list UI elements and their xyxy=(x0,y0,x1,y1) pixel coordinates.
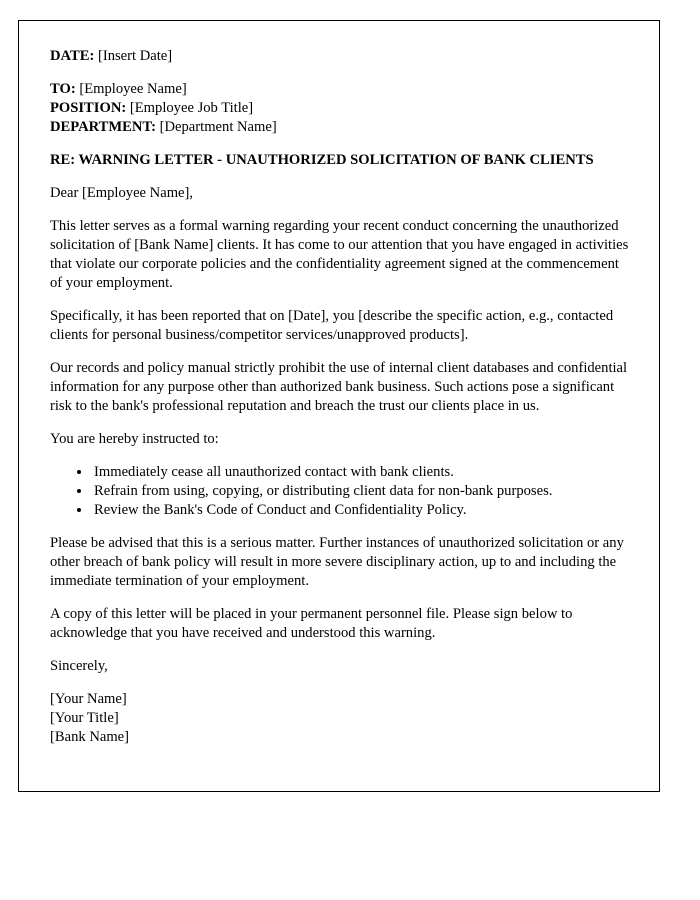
department-value: [Department Name] xyxy=(159,119,277,135)
recipient-block xyxy=(50,80,631,137)
paragraph-4: Please be advised that this is a serious matter. Further instances of unauthorized solicitation or any other breach of bank policy will result in more severe disciplinary action, up to and including the immediate termination of your employment. xyxy=(50,535,624,589)
subject-line: RE: WARNING LETTER - UNAUTHORIZED SOLICITATION OF BANK CLIENTS xyxy=(50,152,594,168)
to-label: TO: xyxy=(50,81,76,97)
department-label: DEPARTMENT: xyxy=(50,119,156,135)
signature-block xyxy=(50,690,631,747)
to-value: [Employee Name] xyxy=(79,81,187,97)
letter-frame xyxy=(18,20,660,792)
date-value: [Insert Date] xyxy=(97,48,173,64)
instructions-list xyxy=(50,463,631,520)
department-line xyxy=(50,118,631,137)
signature-bank: [Bank Name] xyxy=(50,729,130,745)
paragraph-2: Specifically, it has been reported that on [Date], you [describe the specific action, e.g., contacted clients for personal business/competitor services/unapproved products]. xyxy=(50,308,614,343)
position-line xyxy=(50,99,631,118)
date-line xyxy=(50,47,631,66)
instruction-item: • Refrain from using, copying, or distributing client data for non-bank purposes. xyxy=(92,482,631,501)
position-value: [Employee Job Title] xyxy=(129,100,254,116)
signature-title: [Your Title] xyxy=(50,710,119,726)
instruction-item: • Review the Bank's Code of Conduct and Confidentiality Policy. xyxy=(92,501,631,520)
salutation: Dear [Employee Name], xyxy=(50,185,194,201)
letter-content xyxy=(19,21,659,757)
instruction-item: • Immediately cease all unauthorized contact with bank clients. xyxy=(92,463,631,482)
signoff: Sincerely, xyxy=(50,658,108,674)
signature-name: [Your Name] xyxy=(50,691,127,707)
instructions-intro: You are hereby instructed to: xyxy=(50,431,219,447)
date-label: DATE: xyxy=(50,48,95,64)
position-label: POSITION: xyxy=(50,100,127,116)
to-line xyxy=(50,80,631,99)
paragraph-5: A copy of this letter will be placed in your permanent personnel file. Please sign below to acknowledge that you have received and understood this warning. xyxy=(50,606,573,641)
paragraph-1: This letter serves as a formal warning regarding your recent conduct concerning the unauthorized solicitation of [Bank Name] clients. It has come to our attention that you have engaged in activities that violate our corporate policies and the confidentiality agreement signed at the commencement of your employment. xyxy=(50,218,629,291)
paragraph-3: Our records and policy manual strictly prohibit the use of internal client databases and confidential information for any purpose other than authorized bank business. Such actions pose a significant risk to the bank's professional reputation and breach the trust our clients place in us. xyxy=(50,360,628,414)
